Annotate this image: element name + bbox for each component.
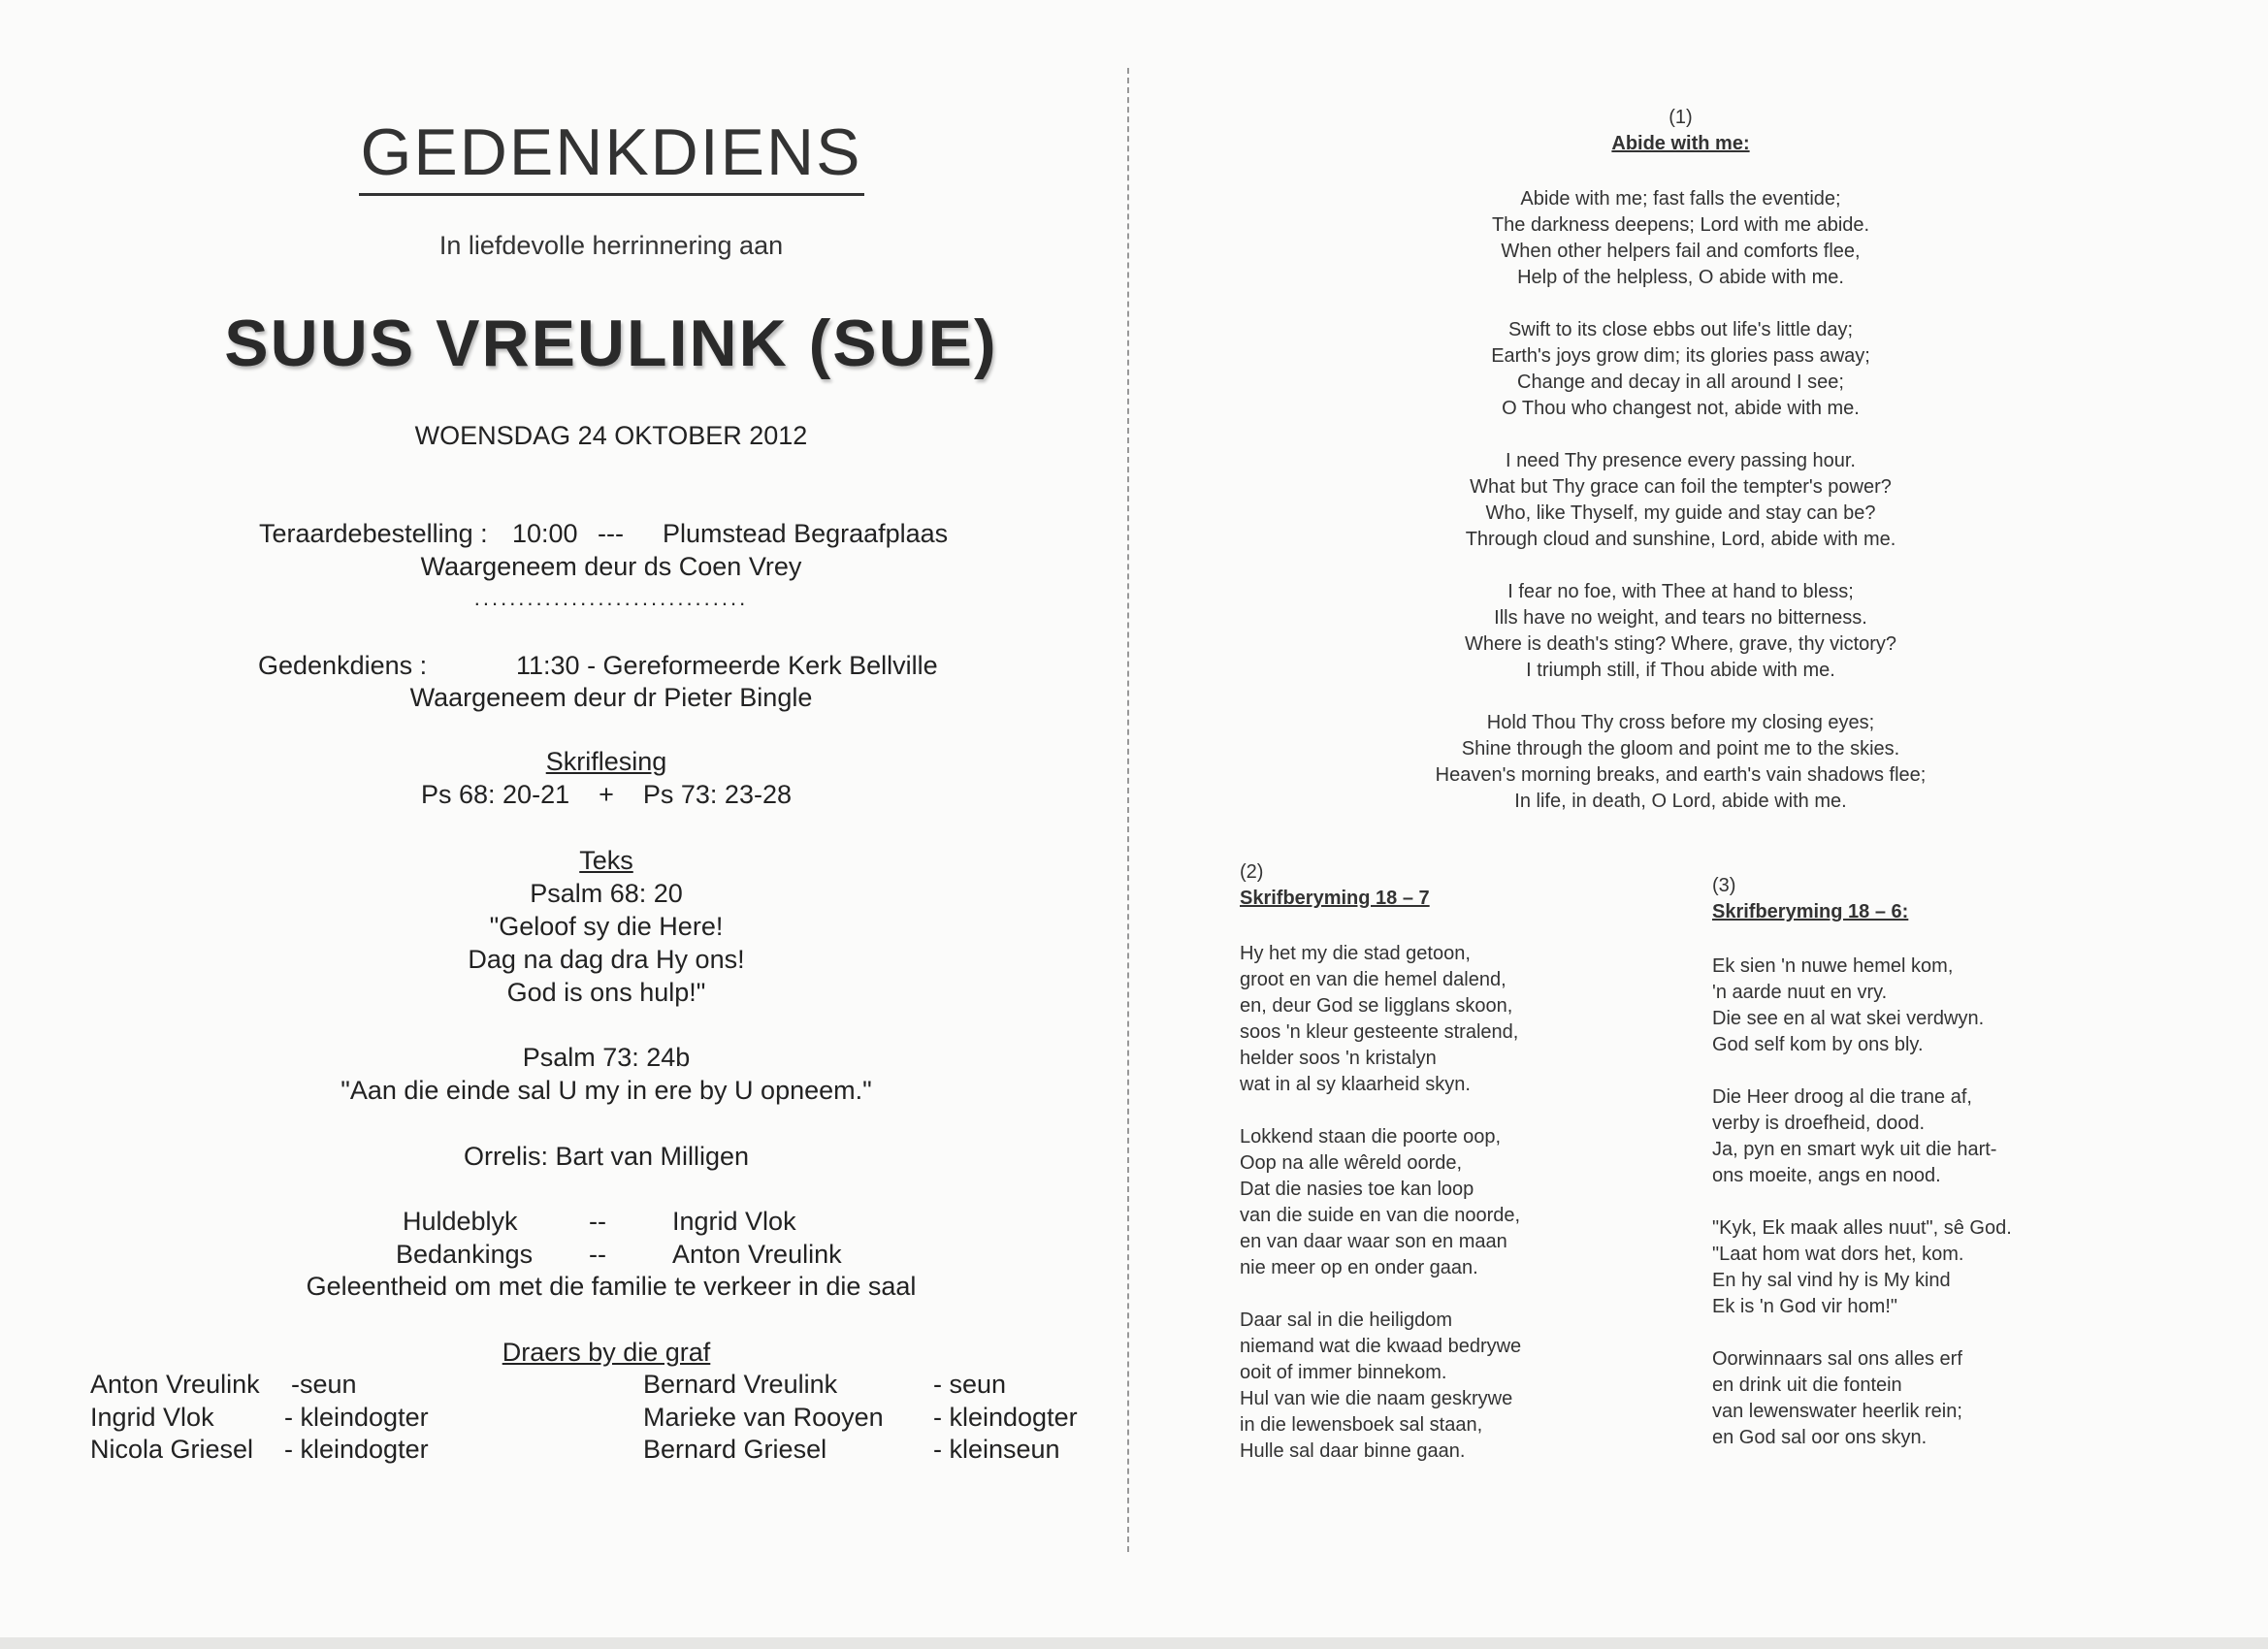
verse-line: I need Thy presence every passing hour. [1506,450,1856,471]
thanks-label: Bedankings [396,1240,534,1269]
hymns-page [1130,0,2268,1649]
verse-line: Hold Thou Thy cross before my closing eyes; [1486,712,1875,733]
verse-line: "Laat hom wat dors het, kom. [1712,1244,1964,1265]
verse-line: Ja, pyn en smart wyk uit die hart- [1712,1139,1997,1160]
verse-line: Hy het my die stad getoon, [1240,943,1471,964]
fold-line [1127,68,1129,1552]
verse-line: 'n aarde nuut en vry. [1712,982,1888,1003]
stanza [1130,710,2231,815]
verse-line: en God sal oor ons skyn. [1712,1427,1928,1448]
hymn-3-number: (3) [1712,875,1736,896]
bearer-role: - seun [933,1370,1007,1399]
verse-line: Lokkend staan die poorte oop, [1240,1126,1502,1148]
verse-line: van die suide en van die noorde, [1240,1205,1521,1226]
stanza [1130,579,2231,684]
stanza [1130,186,2231,291]
burial-sep: --- [598,519,624,548]
hymn-1-text [1130,186,2231,841]
verse-line: Oop na alle wêreld oorde, [1240,1152,1463,1174]
verse-line: Oorwinnaars sal ons alles erf [1712,1348,1962,1370]
bearer-name: Nicola Griesel [90,1435,254,1464]
hymn-1-title: Abide with me: [1611,133,1750,154]
hymn-3-text [1712,954,2012,1477]
reading-refs: Ps 68: 20-21 + Ps 73: 23-28 [421,780,792,809]
verse-line: verby is droefheid, dood. [1712,1113,1926,1134]
text-quote-line: Dag na dag dra Hy ons! [468,945,745,974]
verse-line: Die see en al wat skei verdwyn. [1712,1008,1985,1029]
verse-line: When other helpers fail and comforts flee, [1501,241,1861,262]
verse-line: en van daar waar son en maan [1240,1231,1507,1252]
text-heading: Teks [579,846,633,875]
stanza [1712,954,2012,1058]
bearer-role: - kleinseun [933,1435,1060,1464]
bearer-name: Anton Vreulink [90,1370,260,1399]
page-title: GEDENKDIENS [0,114,1222,190]
verse-line: Through cloud and sunshine, Lord, abide with me. [1465,529,1896,550]
service-date: WOENSDAG 24 OKTOBER 2012 [414,421,808,450]
memory-line: In liefdevolle herrinnering aan [438,231,784,260]
stanza [1240,1308,1521,1465]
verse-line: ons moeite, angs en nood. [1712,1165,1941,1186]
hymn-2-number: (2) [1240,861,1264,883]
stanza [1130,448,2231,553]
verse-line: Change and decay in all around I see; [1517,372,1844,393]
text-quote-line: "Geloof sy die Here! [489,912,724,941]
verse-line: Shine through the gloom and point me to the skies. [1461,738,1900,760]
verse-line: What but Thy grace can foil the tempter's power? [1470,476,1892,498]
verse-line: groot en van die hemel dalend, [1240,969,1507,990]
bearer-role: -seun [291,1370,357,1399]
tribute-name: Ingrid Vlok [672,1207,796,1236]
tribute-label: Huldeblyk [403,1207,518,1236]
bearers-heading: Draers by die graf [502,1338,711,1367]
paper-edge [0,1637,2268,1649]
verse-line: nie meer op en onder gaan. [1240,1257,1478,1278]
thanks-sep: -- [589,1240,606,1269]
verse-line: I fear no foe, with Thee at hand to bless; [1507,581,1854,602]
verse-line: Hulle sal daar binne gaan. [1240,1440,1466,1462]
verse-line: Ek is 'n God vir hom!" [1712,1296,1897,1317]
verse-line: I triumph still, if Thou abide with me. [1526,660,1835,681]
stanza [1712,1346,2012,1451]
burial-officiant: Waargeneem deur ds Coen Vrey [420,552,802,581]
verse-line: ooit of immer binnekom. [1240,1362,1447,1383]
text-ref-1: Psalm 68: 20 [530,879,683,908]
hymn-3-title: Skrifberyming 18 – 6: [1712,901,1909,922]
stanza [1240,1124,1521,1281]
verse-line: en drink uit die fontein [1712,1374,1902,1396]
verse-line: en, deur God se ligglans skoon, [1240,995,1513,1017]
verse-line: Ills have no weight, and tears no bitterness. [1494,607,1867,629]
text-quote-line: God is ons hulp!" [506,978,706,1007]
bearer-role: - kleindogter [933,1403,1078,1432]
service-label: Gedenkdiens : [258,651,428,680]
stanza [1712,1084,2012,1189]
verse-line: in die lewensboek sal staan, [1240,1414,1483,1436]
bearer-role: - kleindogter [284,1403,429,1432]
bearer-name: Marieke van Rooyen [643,1403,884,1432]
text-ref-2: Psalm 73: 24b [522,1043,691,1072]
verse-line: wat in al sy klaarheid skyn. [1240,1074,1471,1095]
verse-line: Abide with me; fast falls the eventide; [1520,188,1841,210]
verse-line: God self kom by ons bly. [1712,1034,1924,1055]
text-quote-2: "Aan die einde sal U my in ere by U opneem." [340,1076,872,1105]
burial-time: 10:00 [512,519,578,548]
verse-line: van lewenswater heerlik rein; [1712,1401,1962,1422]
verse-line: Daar sal in die heiligdom [1240,1310,1453,1331]
verse-line: Where is death's sting? Where, grave, thy victory? [1464,633,1897,655]
verse-line: The darkness deepens; Lord with me abide. [1491,214,1870,236]
verse-line: In life, in death, O Lord, abide with me. [1514,791,1847,812]
verse-line: Earth's joys grow dim; its glories pass away; [1491,345,1870,367]
hymn-1-number: (1) [1669,107,1693,128]
verse-line: Help of the helpless, O abide with me. [1517,267,1844,288]
verse-line: "Kyk, Ek maak alles nuut", sê God. [1712,1217,2012,1239]
verse-line: Heaven's morning breaks, and earth's vain shadows flee; [1435,764,1927,786]
hymn-2-text [1240,941,1521,1491]
tribute-sep: -- [589,1207,606,1236]
stanza [1130,317,2231,422]
bearer-name: Bernard Griesel [643,1435,827,1464]
verse-line: Who, like Thyself, my guide and stay can be? [1485,502,1876,524]
burial-place: Plumstead Begraafplaas [663,519,949,548]
service-officiant: Waargeneem deur dr Pieter Bingle [409,683,813,712]
bearer-name: Bernard Vreulink [643,1370,838,1399]
hymn-2-title: Skrifberyming 18 – 7 [1240,888,1430,909]
verse-line: Swift to its close ebbs out life's little day; [1507,319,1854,340]
service-time-place: 11:30 - Gereformeerde Kerk Bellville [516,651,938,680]
bearer-role: - kleindogter [284,1435,429,1464]
program-page [0,0,1125,1649]
verse-line: niemand wat die kwaad bedrywe [1240,1336,1522,1357]
verse-line: O Thou who changest not, abide with me. [1502,398,1860,419]
verse-line: Die Heer droog al die trane af, [1712,1086,1972,1108]
verse-line: En hy sal vind hy is My kind [1712,1270,1951,1291]
thanks-name: Anton Vreulink [672,1240,842,1269]
fellowship-note: Geleentheid om met die familie te verkeer in die saal [306,1272,917,1301]
stanza [1240,941,1521,1098]
bearer-name: Ingrid Vlok [90,1403,214,1432]
divider: ............................... [473,586,749,610]
verse-line: soos 'n kleur gesteente stralend, [1240,1021,1519,1043]
burial-label: Teraardebestelling : [259,519,488,548]
stanza [1712,1215,2012,1320]
verse-line: Ek sien 'n nuwe hemel kom, [1712,955,1954,977]
organist: Orrelis: Bart van Milligen [463,1142,750,1171]
verse-line: helder soos 'n kristalyn [1240,1048,1437,1069]
verse-line: Hul van wie die naam geskrywe [1240,1388,1513,1409]
deceased-name: SUUS VREULINK (SUE) [224,307,998,380]
verse-line: Dat die nasies toe kan loop [1240,1179,1474,1200]
reading-heading: Skriflesing [545,747,667,776]
